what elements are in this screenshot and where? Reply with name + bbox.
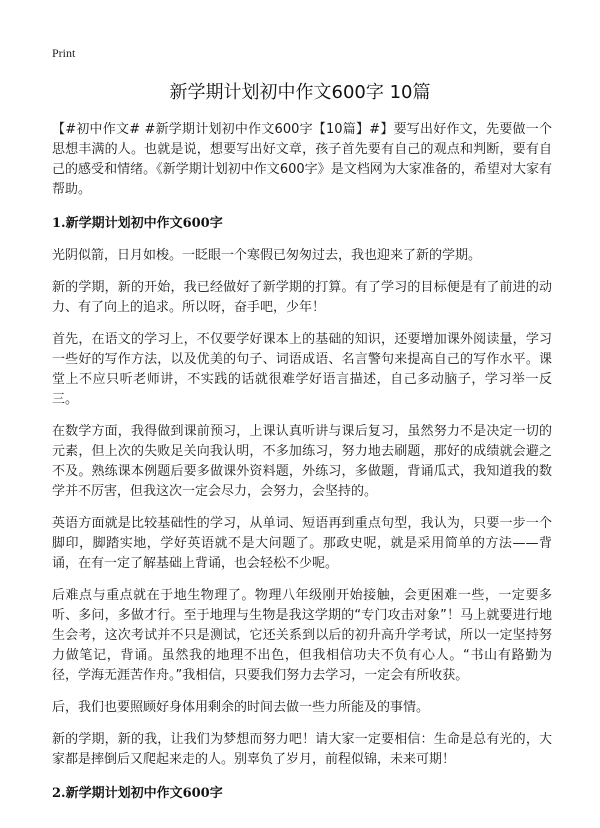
page-title: 新学期计划初中作文600字 10篇: [169, 82, 431, 103]
paragraph: 新的学期，新的开始，我已经做好了新学期的打算。有了学习的目标便是有了前进的动力、有了向上的追求。所以呀，奋手吧，少年！: [52, 280, 552, 315]
article-body: [52, 120, 552, 816]
paragraph: 英语方面就是比较基础性的学习，从单词、短语再到重点句型，我认为，只要一步一个脚印，脚踏实地，学好英语就不是大问题了。那政史呢，就是采用简单的方法——背诵，在有一定了解基础上背诵，也会轻松不少呢。: [52, 516, 552, 571]
section-heading: 2.新学期计划初中作文600字: [52, 786, 223, 801]
intro-paragraph: 【#初中作文# #新学期计划初中作文600字【10篇】#】要写出好作文，先要做一个思想丰满的人。也就是说，想要写出好文章，孩子首先要有自己的观点和判断，要有自己的感受和情绪。《新学期计划初中作文600字》是文档网为大家准备的，希望对大家有帮助。: [52, 122, 552, 197]
paragraph: 首先，在语文的学习上，不仅要学好课本上的基础的知识，还要增加课外阅读量，学习一些好的写作方法，以及优美的句子、词语成语、名言警句来提高自己的写作水平。课堂上不应只听老师讲，不实践的话就很难学好语言描述，自己多动脑子，学习举一反三。: [52, 332, 552, 407]
paragraph: 新的学期，新的我，让我们为梦想而努力吧！请大家一定要相信：生命是总有光的，大家都是摔倒后又爬起来走的人。别辜负了岁月，前程似锦，未来可期！: [52, 732, 552, 767]
paragraph: 光阴似箭，日月如梭。一眨眼一个寒假已匆匆过去，我也迎来了新的学期。: [52, 248, 482, 263]
paragraph: 后难点与重点就在于地生物理了。物理八年级刚开始接触，会更困难一些，一定要多听、多问，多做才行。至于地理与生物是我这学期的“专门攻击对象”！马上就要进行地生会考，这次考试并不只是测试，它还关系到以后的初升高升学考试，所以一定坚持努力做笔记，背诵。虽然我的地理不出色，但我相信功夫不负有心人。“书山有路勤为径，学海无涯苦作舟。”我相信，只要我们努力去学习，一定会有所收获。: [52, 588, 552, 683]
paragraph: 在数学方面，我得做到课前预习，上课认真听讲与课后复习，虽然努力不是决定一切的元素，但上次的失败足关向我认明，不多加练习，努力地去刷题，那好的成绩就会避之不及。熟练课本例题后要多做课外资料题，外练习，多做题，背诵瓜式，我知道我的数学并不厉害，但我这次一定会尽力，会努力，会坚持的。: [52, 424, 552, 499]
print-label[interactable]: Print: [52, 46, 76, 60]
paragraph: 后，我们也要照顾好身体用剩余的时间去做一些力所能及的事情。: [52, 700, 430, 715]
section-heading: 1.新学期计划初中作文600字: [52, 216, 223, 231]
